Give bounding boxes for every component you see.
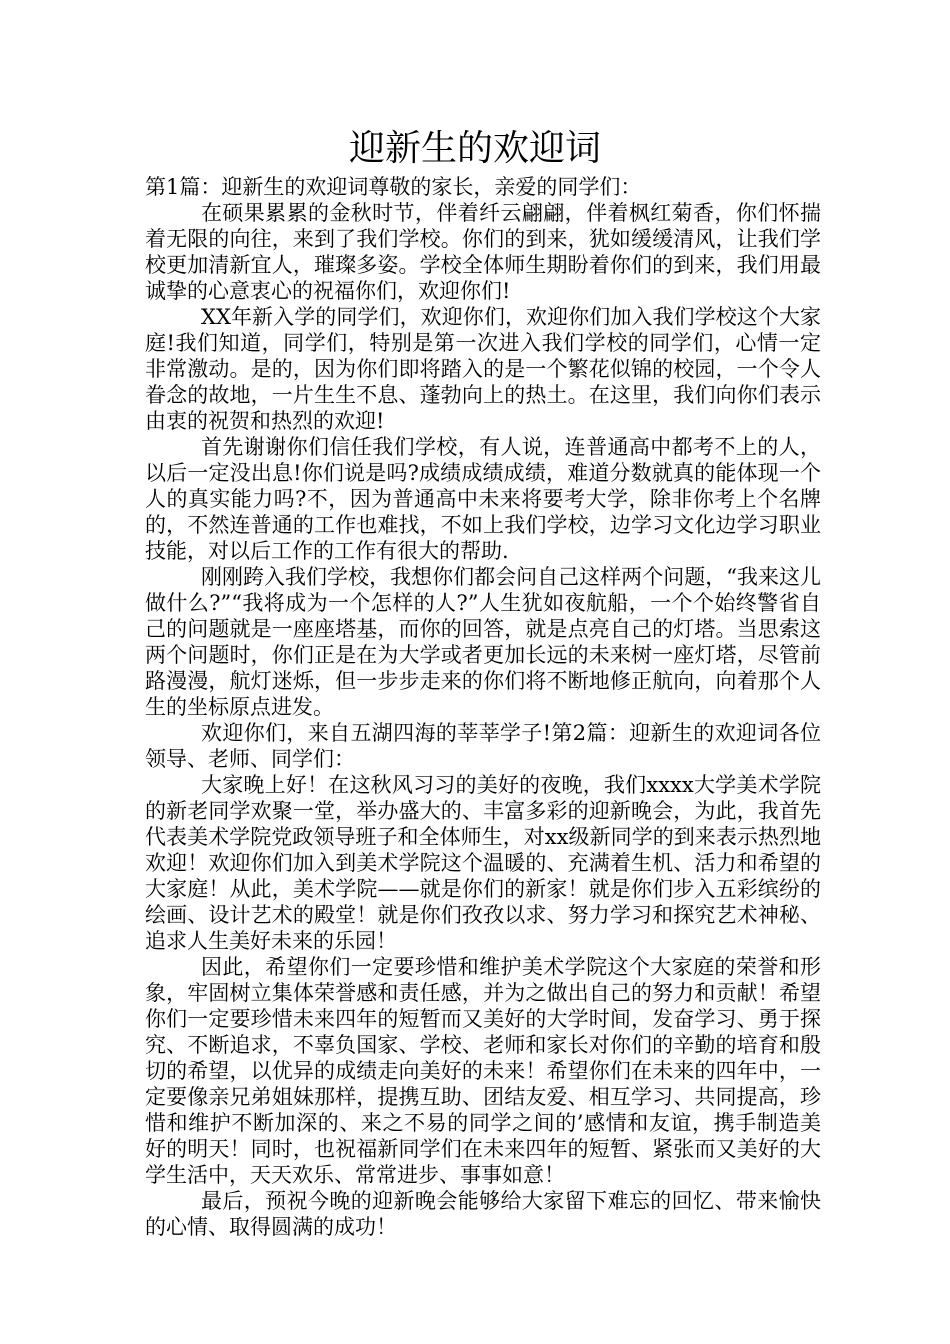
- document-body: [145, 174, 821, 1240]
- page-title: 迎新生的欢迎词: [348, 128, 601, 169]
- paragraph-8: 因此，希望你们一定要珍惜和维护美术学院这个大家庭的荣誉和形象，牢固树立集体荣誉感和责任感，并为之做出自己的努力和贡献！希望你们一定要珍惜未来四年的短暂而又美好的大学时间，发奋学习、勇于探究、不断追求，不辜负国家、学校、老师和家长对你们的辛勤的培育和殷切的希望，以优异的成绩走向美好的未来！希望你们在未来的四年中，一定要像亲兄弟姐妹那样，提携互助、团结友爱、相互学习、共同提高，珍惜和维护不断加深的、来之不易的同学之间的’感情和友谊，携手制造美好的明天！同时，也祝福新同学们在未来四年的短暂、紧张而又美好的大学生活中，天天欢乐、常常进步、事事如意！: [145, 955, 821, 1187]
- paragraph-9: 最后，预祝今晚的迎新晚会能够给大家留下难忘的回忆、带来愉快的心情、取得圆满的成功！: [145, 1189, 821, 1239]
- paragraph-6: 欢迎你们，来自五湖四海的莘莘学子!第2篇：迎新生的欢迎词各位领导、老师、同学们：: [145, 721, 821, 771]
- paragraph-7: 大家晚上好！在这秋风习习的美好的夜晚，我们xxxx大学美术学院的新老同学欢聚一堂，举办盛大的、丰富多彩的迎新晚会，为此，我首先代表美术学院党政领导班子和全体师生，对xx级新同学的到来表示热烈地欢迎！欢迎你们加入到美术学院这个温暖的、充满着生机、活力和希望的大家庭！从此，美术学院——就是你们的新家！就是你们步入五彩缤纷的绘画、设计艺术的殿堂！就是你们孜孜以求、努力学习和探究艺术神秘、追求人生美好未来的乐园！: [145, 773, 821, 953]
- paragraph-1: 第1篇：迎新生的欢迎词尊敬的家长，亲爱的同学们：: [145, 175, 642, 199]
- paragraph-4: 首先谢谢你们信任我们学校，有人说，连普通高中都考不上的人，以后一定没出息!你们说是吗?成绩成绩成绩，难道分数就真的能体现一个人的真实能力吗?不，因为普通高中未来将要考大学，除非你考上个名牌的，不然连普通的工作也难找，不如上我们学校，边学习文化边学习职业技能，对以后工作的工作有很大的帮助.: [145, 435, 821, 563]
- paragraph-2: 在硕果累累的金秋时节，伴着纤云翩翩，伴着枫红菊香，你们怀揣着无限的向往，来到了我们学校。你们的到来，犹如缓缓清风，让我们学校更加清新宜人，璀璨多姿。学校全体师生期盼着你们的到来，我们用最诚挚的心意衷心的祝福你们，欢迎你们!: [145, 201, 821, 303]
- paragraph-5: 刚刚跨入我们学校，我想你们都会问自己这样两个问题，“我来这儿做什么?”“我将成为一个怎样的人?”人生犹如夜航船，一个个始终警省自己的问题就是一座座塔基，而你的回答，就是点亮自己的灯塔。当思索这两个问题时，你们正是在为大学或者更加长远的未来树一座灯塔，尽管前路漫漫，航灯迷烁，但一步步走来的你们将不断地修正航向，向着那个人生的坐标原点进发。: [145, 565, 821, 719]
- paragraph-3: XX年新入学的同学们，欢迎你们，欢迎你们加入我们学校这个大家庭!我们知道，同学们，特别是第一次进入我们学校的同学们，心情一定非常激动。是的，因为你们即将踏入的是一个繁花似锦的校园，一个令人眷念的故地，一片生生不息、蓬勃向上的热土。在这里，我们向你们表示由衷的祝贺和热烈的欢迎!: [145, 305, 821, 433]
